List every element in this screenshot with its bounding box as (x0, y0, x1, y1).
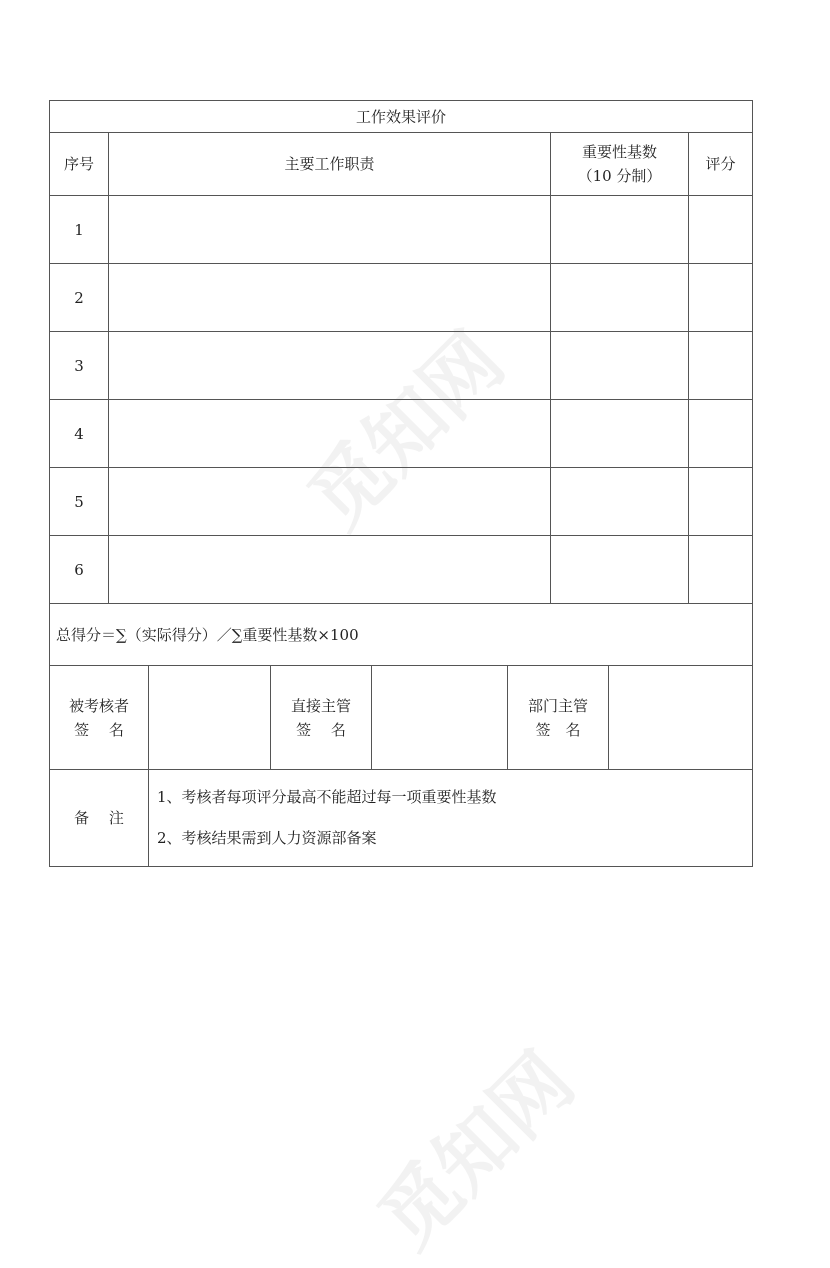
duty-cell[interactable] (109, 264, 551, 332)
duty-cell[interactable] (109, 400, 551, 468)
dept-manager-signature-field[interactable] (609, 666, 753, 770)
manager-label-line1: 直接主管 (290, 696, 351, 715)
manager-label (271, 666, 372, 770)
dept-manager-label-line1: 部门主管 (527, 696, 588, 715)
row-index: 2 (50, 264, 109, 332)
score-cell[interactable] (689, 332, 753, 400)
table-title: 工作效果评价 (50, 101, 753, 133)
weight-cell[interactable] (551, 400, 689, 468)
header-index: 序号 (50, 133, 109, 196)
evaluation-table (49, 100, 753, 867)
weight-cell[interactable] (551, 536, 689, 604)
duty-cell[interactable] (109, 536, 551, 604)
duty-cell[interactable] (109, 196, 551, 264)
header-score: 评分 (689, 133, 753, 196)
evaluation-form (49, 100, 752, 867)
weight-cell[interactable] (551, 196, 689, 264)
table-row (50, 196, 753, 264)
duty-cell[interactable] (109, 332, 551, 400)
notes-label-text: 备 注 (74, 809, 132, 827)
dept-manager-label-line2: 签 名 (535, 720, 581, 739)
weight-cell[interactable] (551, 332, 689, 400)
dept-manager-label (508, 666, 609, 770)
row-index: 1 (50, 196, 109, 264)
table-row (50, 536, 753, 604)
row-index: 3 (50, 332, 109, 400)
score-cell[interactable] (689, 468, 753, 536)
total-score-formula: 总得分＝∑（实际得分）／∑重要性基数×100 (50, 604, 753, 666)
score-cell[interactable] (689, 536, 753, 604)
watermark: 觅知网 (291, 315, 522, 546)
table-row (50, 264, 753, 332)
row-index: 4 (50, 400, 109, 468)
score-cell[interactable] (689, 264, 753, 332)
assessee-label (50, 666, 149, 770)
header-duty: 主要工作职责 (109, 133, 551, 196)
note-item: 1、考核者每项评分最高不能超过每一项重要性基数 (157, 788, 497, 806)
manager-signature-field[interactable] (372, 666, 508, 770)
notes-content (149, 770, 753, 867)
score-cell[interactable] (689, 196, 753, 264)
score-cell[interactable] (689, 400, 753, 468)
header-weight (551, 133, 689, 196)
table-row (50, 468, 753, 536)
header-weight-line1: 重要性基数 (581, 143, 657, 161)
duty-cell[interactable] (109, 468, 551, 536)
manager-label-line2: 签 名 (296, 720, 354, 739)
notes-label (50, 770, 149, 867)
note-item: 2、考核结果需到人力资源部备案 (157, 829, 377, 847)
assessee-label-line2: 签 名 (74, 720, 132, 739)
weight-cell[interactable] (551, 468, 689, 536)
table-row (50, 400, 753, 468)
row-index: 6 (50, 536, 109, 604)
watermark: 觅知网 (361, 1035, 592, 1266)
assessee-signature-field[interactable] (149, 666, 271, 770)
table-row (50, 332, 753, 400)
weight-cell[interactable] (551, 264, 689, 332)
header-weight-line2: （10 分制） (577, 167, 662, 185)
row-index: 5 (50, 468, 109, 536)
assessee-label-line1: 被考核者 (68, 696, 129, 715)
